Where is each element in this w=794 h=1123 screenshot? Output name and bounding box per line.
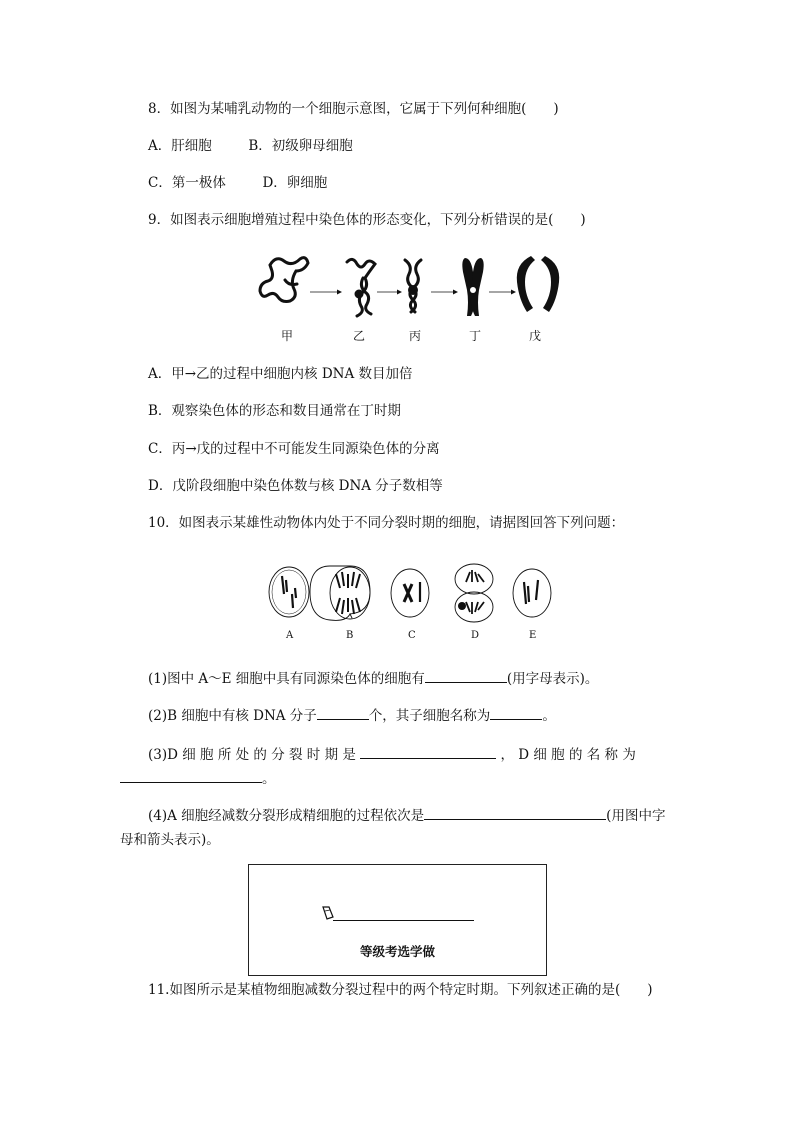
- chromatin-stage-yi: [347, 259, 375, 316]
- cell-c: [391, 569, 429, 617]
- q10-sub3-end: 。: [262, 771, 276, 787]
- cell-d: [455, 564, 493, 622]
- q8-options-row2: [148, 173, 327, 193]
- q9-option-c: C．丙→戊的过程中不可能发生同源染色体的分离: [148, 441, 440, 457]
- q10-sub1-blank[interactable]: [425, 668, 507, 683]
- q10-sub4-cont: 母和箭头表示)。: [120, 832, 220, 848]
- q10-sub4-hint: (用图中字: [606, 808, 666, 824]
- q10-sub4-text: (4)A 细胞经减数分裂形成精细胞的过程依次是: [148, 808, 425, 824]
- q8-option-b: B．初级卵母细胞: [248, 138, 353, 154]
- q10-sub3-cont: [120, 768, 276, 789]
- chromosome-stage-wu: [517, 256, 559, 312]
- q10-sub3-blank2[interactable]: [120, 768, 262, 783]
- q10-sub3-blank1[interactable]: [360, 744, 496, 759]
- q9-option-a: A．甲→乙的过程中细胞内核 DNA 数目加倍: [148, 366, 413, 382]
- stage-label-jia: 甲: [281, 329, 294, 343]
- section-banner: [248, 864, 547, 976]
- q10-sub3-text: (3)D 细 胞 所 处 的 分 裂 时 期 是: [148, 747, 356, 763]
- q10-sub2: [148, 705, 556, 726]
- q8-options-row1: [148, 136, 353, 156]
- cell-e: [513, 569, 551, 617]
- q8-option-c: C．第一极体: [148, 175, 226, 191]
- q10-sub2-end: 。: [542, 708, 556, 724]
- stage-label-bing: 丙: [409, 329, 422, 343]
- cell-label-d: D: [471, 630, 480, 641]
- cell-label-b: B: [346, 630, 354, 641]
- cell-a: [269, 567, 309, 617]
- stage-label-ding: 丁: [469, 329, 482, 343]
- q10-sub4-blank[interactable]: [424, 805, 606, 820]
- banner-title: 等级考选学做: [359, 944, 435, 959]
- q10-sub3-mid: ， D 细 胞 的 名 称 为: [500, 747, 636, 763]
- cell-label-e: E: [529, 630, 537, 641]
- q8-option-a: A．肝细胞: [148, 138, 212, 154]
- q10-sub1: [148, 668, 598, 689]
- q10-sub1-text: (1)图中 A～E 细胞中具有同源染色体的细胞有: [148, 671, 425, 687]
- q10-sub4: [148, 805, 665, 826]
- q10-stem: 10．如图表示某雄性动物体内处于不同分裂时期的细胞，请据图回答下列问题：: [148, 515, 625, 531]
- cell-b: [310, 566, 370, 620]
- cell-division-figure: [262, 560, 552, 626]
- cell-label-c: C: [408, 630, 416, 641]
- cell-label-a: A: [286, 630, 294, 641]
- chromosome-morphology-figure: [255, 250, 565, 320]
- q10-sub1-hint: (用字母表示)。: [506, 671, 599, 687]
- banner-underline: [333, 920, 474, 921]
- pencil-icon: [321, 905, 335, 921]
- stage-label-yi: 乙: [353, 329, 366, 343]
- q9-stem: 9．如图表示细胞增殖过程中染色体的形态变化，下列分析错误的是( ): [148, 212, 586, 228]
- q10-sub2-blank2[interactable]: [490, 705, 542, 720]
- q10-sub2-mid: 个，其子细胞名称为: [368, 708, 491, 724]
- chromosome-stage-bing: [405, 260, 421, 312]
- q10-sub2-text: (2)B 细胞中有核 DNA 分子: [148, 708, 317, 724]
- q9-option-d: D．戊阶段细胞中染色体数与核 DNA 分子数相等: [148, 478, 443, 494]
- chromatin-stage-jia: [260, 258, 308, 302]
- chromosome-stage-ding: [462, 258, 483, 316]
- q8-stem: 8．如图为某哺乳动物的一个细胞示意图，它属于下列何种细胞( ): [148, 101, 559, 117]
- q11-stem: 11.如图所示是某植物细胞减数分裂过程中的两个特定时期。下列叙述正确的是( ): [148, 982, 653, 998]
- q10-sub2-blank1[interactable]: [317, 705, 369, 720]
- q9-option-b: B．观察染色体的形态和数目通常在丁时期: [148, 403, 401, 419]
- q8-option-d: D．卵细胞: [262, 175, 328, 191]
- stage-label-wu: 戊: [529, 329, 542, 343]
- q10-sub3: [148, 744, 636, 765]
